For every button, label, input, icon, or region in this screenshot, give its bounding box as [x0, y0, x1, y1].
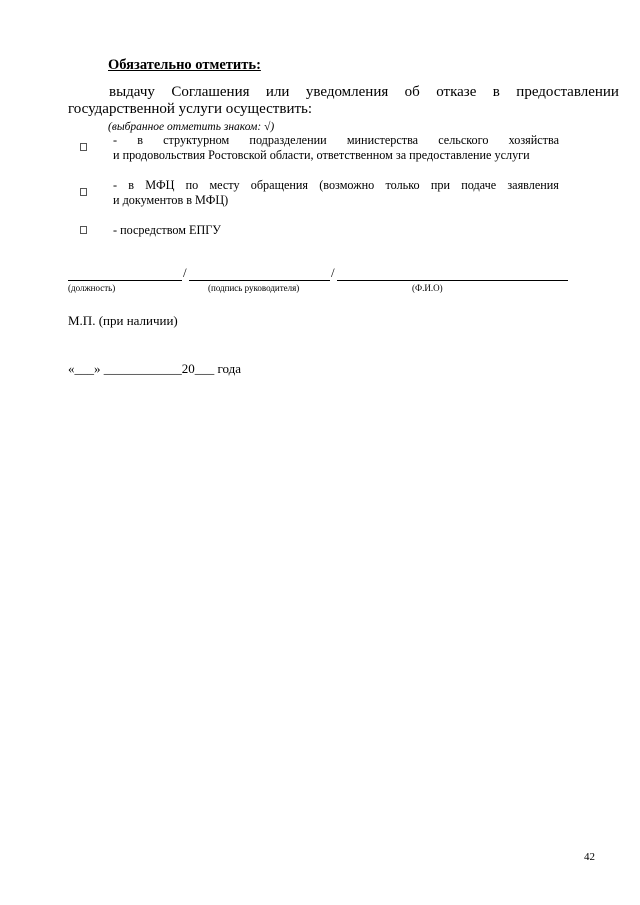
option-mfc-text — [113, 178, 559, 208]
option-word: только — [385, 178, 420, 192]
intro-paragraph — [68, 84, 619, 118]
caption-signature: (подпись руководителя) — [208, 283, 300, 293]
option-word: подразделении — [249, 133, 327, 147]
option-word: (возможно — [319, 178, 375, 192]
signature-line — [68, 265, 568, 281]
option-word: при — [430, 178, 450, 192]
option-word: в — [137, 133, 143, 147]
option-mfc-checkbox[interactable] — [80, 188, 87, 196]
option-word: обращения — [250, 178, 309, 192]
option-line-2: и продовольствия Ростовской области, ответственном за предоставление услуги — [113, 148, 530, 162]
date-line[interactable]: «___» ____________20___ года — [68, 361, 242, 376]
option-word: сельского — [438, 133, 489, 147]
option-line-1 — [113, 133, 559, 148]
option-epgu-text: - посредством ЕПГУ — [113, 223, 221, 237]
intro-word: уведомления — [305, 84, 389, 100]
intro-line-1 — [68, 84, 619, 101]
intro-word: предоставлении — [516, 84, 619, 100]
option-word: в — [128, 178, 135, 192]
option-word: министерства — [346, 133, 419, 147]
option-word: МФЦ — [145, 178, 175, 192]
position-field[interactable] — [68, 280, 182, 281]
intro-word: отказе — [436, 84, 477, 100]
option-epgu-checkbox[interactable] — [80, 226, 87, 234]
option-word: - — [113, 133, 118, 147]
separator-slash: / — [331, 265, 335, 280]
separator-slash: / — [183, 265, 187, 280]
caption-position: (должность) — [68, 283, 116, 293]
option-word: структурном — [163, 133, 230, 147]
intro-word: или — [265, 84, 290, 100]
option-word: подаче — [461, 178, 497, 192]
option-word: по — [185, 178, 199, 192]
option-line-1 — [113, 178, 559, 193]
stamp-note: М.П. (при наличии) — [68, 313, 178, 328]
full-name-field[interactable] — [337, 280, 568, 281]
intro-word: об — [404, 84, 420, 100]
intro-word: в — [492, 84, 500, 100]
intro-line-2: государственной услуги осуществить: — [68, 101, 313, 117]
option-word: - — [113, 178, 118, 192]
option-ministry-checkbox[interactable] — [80, 143, 87, 151]
section-heading: Обязательно отметить: — [108, 57, 261, 73]
option-word: заявления — [507, 178, 559, 192]
option-ministry-text — [113, 133, 559, 163]
option-line-2: и документов в МФЦ) — [113, 193, 229, 207]
caption-name: (Ф.И.О) — [412, 283, 443, 293]
signature-field[interactable] — [189, 280, 330, 281]
option-word: хозяйства — [508, 133, 559, 147]
selection-hint: (выбранное отметить знаком: √) — [108, 121, 275, 133]
intro-word: Соглашения — [171, 84, 250, 100]
page-number: 42 — [584, 851, 595, 863]
intro-word: выдачу — [109, 84, 155, 100]
option-word: месту — [209, 178, 240, 192]
